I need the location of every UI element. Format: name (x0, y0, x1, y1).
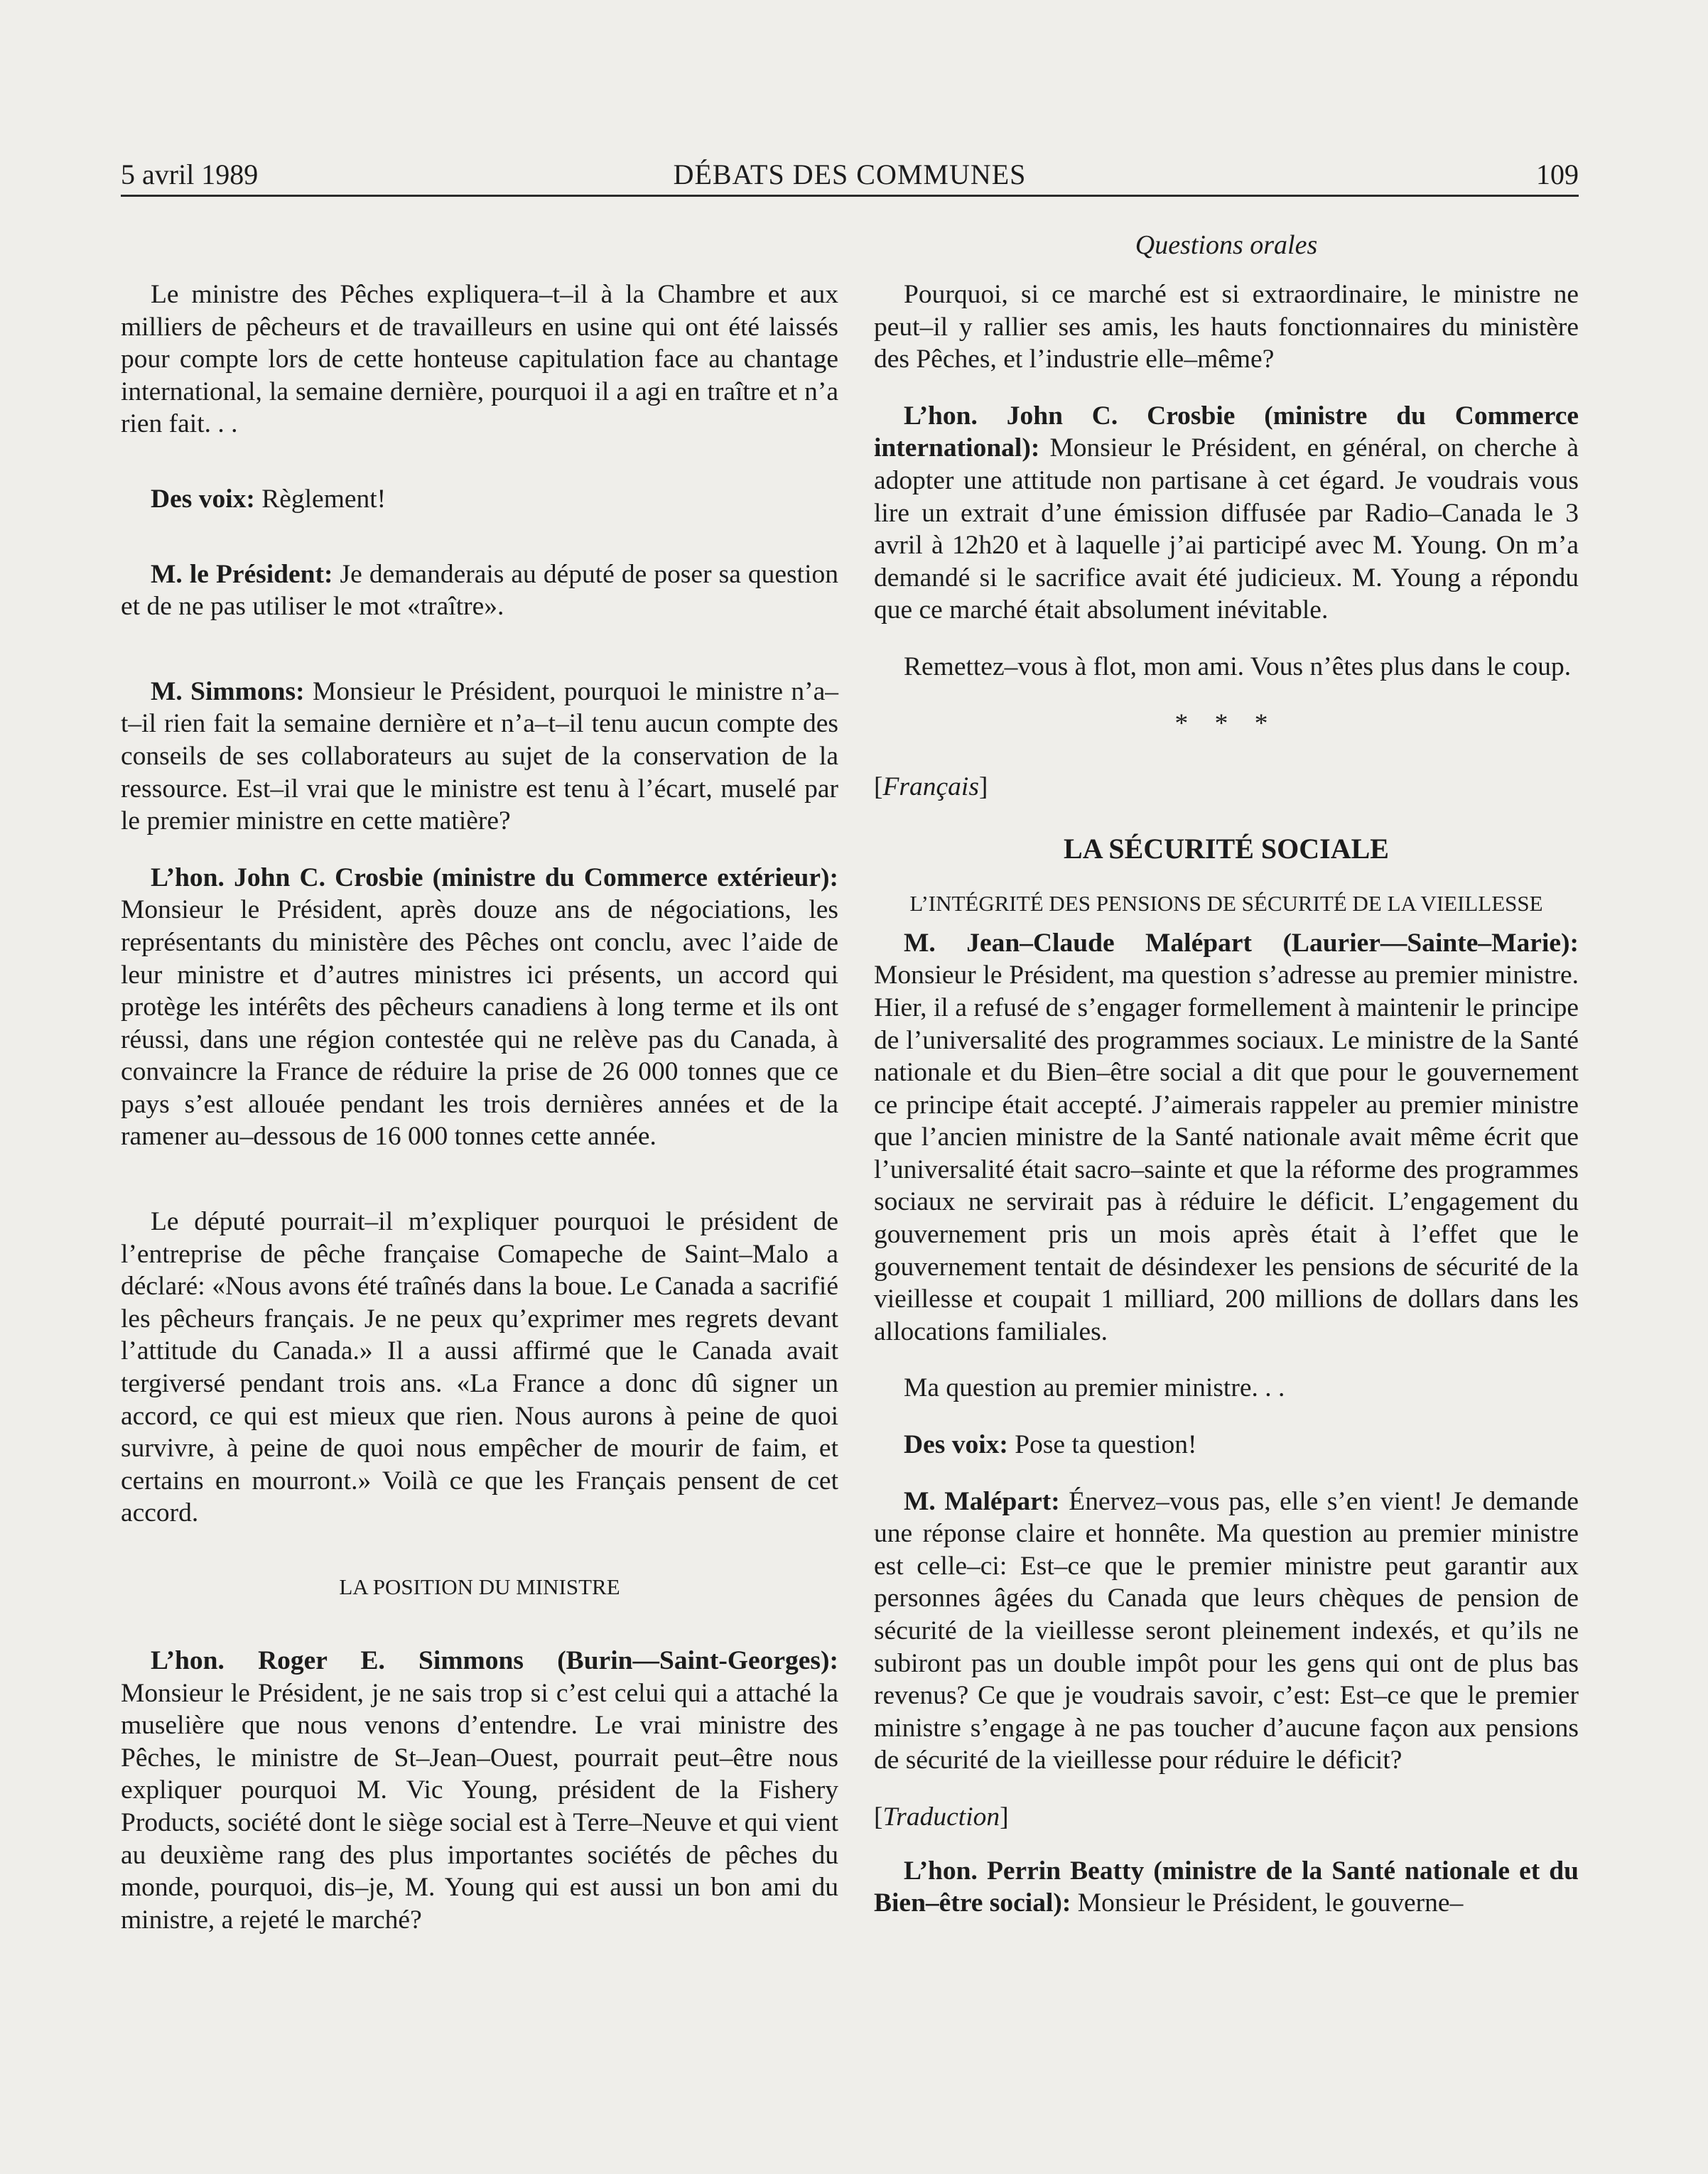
paragraph (874, 1855, 1579, 1920)
paragraph (874, 1486, 1579, 1777)
speech: Énervez–vous pas, elle s’en vient! Je demande une réponse claire et honnête. Ma question au premier ministre est celle–ci: Est–ce que le premier ministre peut garantir aux personnes âgées du Canada que leurs chèques de pension de sécurité de la vieillesse seront pleinement indexés, et qu’ils ne subiront pas un double impôt pour les gens qui ont de plus bas revenus? Ce que je voudrais savoir, c’est: Est–ce que le premier ministre s’engage à ne pas toucher d’aucune façon aux pensions de sécurité de la vieillesse pour réduire le déficit? (874, 1486, 1579, 1775)
header-date: 5 avril 1989 (121, 158, 259, 190)
speech: Monsieur le Président, ma question s’adresse au premier ministre. Hier, il a refusé de s’engager formellement à maintenir le principe de l’universalité des programmes sociaux. Le ministre de la Santé nationale et du Bien–être social a dit que pour le gouvernement ce principe était accepté. J’aimerais rappeler au premier ministre que l’ancien ministre de la Santé nationale avait même écrit que l’universalité était sacro–sainte et que la réforme des programmes sociaux ne servirait pas à réduire le déficit. L’engagement du gouvernement pris un mois après était à l’effet que le gouvernement tentait de désindexer les pensions de sécurité de la vieillesse et coupait 1 milliard, 200 millions de dollars dans les allocations familiales. (874, 961, 1579, 1346)
header-title: DÉBATS DES COMMUNES (673, 158, 1027, 190)
paragraph (121, 558, 838, 623)
header-rule (121, 195, 1579, 197)
paragraph (874, 1429, 1579, 1461)
speech: Pose ta question! (1007, 1430, 1197, 1460)
language-label: Français (882, 772, 979, 802)
speaker: M. Malépart: (904, 1486, 1060, 1516)
paragraph (121, 1645, 838, 1936)
paragraph: Le député pourrait–il m’expliquer pourquoi le président de l’entreprise de pêche française Comapeche de Saint–Malo a déclaré: «Nous avons été traînés dans la boue. Le Canada a sacrifié les pêcheurs français. Je ne peux qu’exprimer mes regrets devant l’attitude du Canada.» Il a aussi affirmé que le Canada avait tergiversé pendant trois ans. «La France a donc dû signer un accord, ce qui est mieux que rien. Nous aurons à peine de quoi survivre, à peine de quoi nous empêcher de mourir de faim, et certains en mourront.» Voilà ce que les Français pensent de cet accord. (121, 1207, 838, 1528)
speech: Monsieur le Président, en général, on cherche à adopter une attitude non partisane à cet égard. Je voudrais vous lire un extrait d’une émission diffusée par Radio–Canada le 3 avril à 12h20 et à laquelle j’ai participé avec M. Young. On m’a demandé si le sacrifice avait été judicieux. M. Young a répondu que ce marché était absolument inévitable. (874, 433, 1579, 625)
speech: Monsieur le Président, je ne sais trop si c’est celui qui a attaché la muselière que nous venons d’entendre. Le vrai ministre des Pêches, le ministre de St–Jean–Ouest, pourrait peut–être nous expliquer pourquoi M. Vic Young, président de la Fishery Products, société dont le siège social est à Terre–Neuve et qui vient au deuxième rang des plus importantes sociétés de pêches du monde, pourquoi, dis–je, M. Young qui est aussi un bon ami du ministre, a rejeté le marché? (121, 1678, 838, 1935)
speaker: L’hon. Roger E. Simmons (Burin—Saint-Georges): (151, 1646, 838, 1675)
section-separator: * * * (1174, 708, 1278, 738)
speech: Je demanderais au député de poser sa question et de ne pas utiliser le mot «traître». (121, 559, 838, 622)
paragraph: Pourquoi, si ce marché est si extraordinaire, le ministre ne peut–il y rallier ses amis, les hauts fonctionnaires du ministère des Pêches, et l’industrie elle–même? (874, 280, 1579, 374)
language-label: Traduction (882, 1802, 1000, 1832)
speaker: Des voix: (151, 484, 255, 514)
speaker: M. Jean–Claude Malépart (Laurier—Sainte–Marie): (904, 928, 1579, 958)
section-subheading: LA POSITION DU MINISTRE (339, 1574, 620, 1599)
section-subheading: L’INTÉGRITÉ DES PENSIONS DE SÉCURITÉ DE LA VIEILLESSE (909, 890, 1543, 916)
language-tag: [Traduction] (874, 1802, 1009, 1832)
page-header (121, 155, 1579, 195)
speaker: L’hon. John C. Crosbie (ministre du Commerce extérieur): (151, 862, 838, 892)
speech: Monsieur le Président, le gouverne– (1071, 1888, 1464, 1918)
running-head: Questions orales (1135, 230, 1318, 260)
paragraph: Le ministre des Pêches expliquera–t–il à la Chambre et aux milliers de pêcheurs et de travailleurs en usine qui ont été laissés pour compte lors de cette honteuse capitulation face au chantage international, la semaine dernière, pourquoi il a agi en traître et n’a rien fait. . . (121, 280, 838, 439)
left-column (121, 278, 838, 1960)
speech: Règlement! (254, 484, 387, 514)
paragraph (121, 483, 838, 516)
speaker: M. Simmons: (151, 676, 305, 706)
speaker: Des voix: (904, 1430, 1008, 1460)
paragraph (874, 927, 1579, 1348)
speaker: L’hon. John C. Crosbie (ministre du Commerce international): (874, 401, 1579, 463)
paragraph (121, 862, 838, 1153)
speaker: L’hon. Perrin Beatty (ministre de la Santé nationale et du Bien–être social): (874, 1856, 1579, 1918)
page-number: 109 (1536, 158, 1579, 190)
speaker: M. le Président: (151, 559, 333, 589)
section-heading: LA SÉCURITÉ SOCIALE (1064, 832, 1389, 865)
speech: Monsieur le Président, pourquoi le ministre n’a–t–il rien fait la semaine dernière et n’a–t–il tenu aucun compte des conseils de ses collaborateurs au sujet de la conservation de la ressource. Est–il vrai que le ministre est tenu à l’écart, muselé par le premier ministre en cette matière? (121, 676, 838, 836)
right-column (874, 278, 1579, 1944)
paragraph: Ma question au premier ministre. . . (904, 1373, 1285, 1403)
language-tag: [Français] (874, 772, 988, 802)
paragraph (121, 676, 838, 838)
paragraph (874, 400, 1579, 627)
speech: Monsieur le Président, après douze ans de négociations, les représentants du ministère des Pêches ont conclu, avec l’aide de leur ministre et d’autres ministres ici présents, un accord qui protège les intérêts des pêcheurs canadiens à long terme et ils ont réussi, dans une région contestée qui ne relève pas du Canada, à convaincre la France de réduire la prise de 26 000 tonnes que ce pays s’est allouée pendant les trois dernières années et de la ramener au–dessous de 16 000 tonnes cette année. (121, 895, 838, 1152)
paragraph: Remettez–vous à flot, mon ami. Vous n’êtes plus dans le coup. (904, 651, 1572, 681)
